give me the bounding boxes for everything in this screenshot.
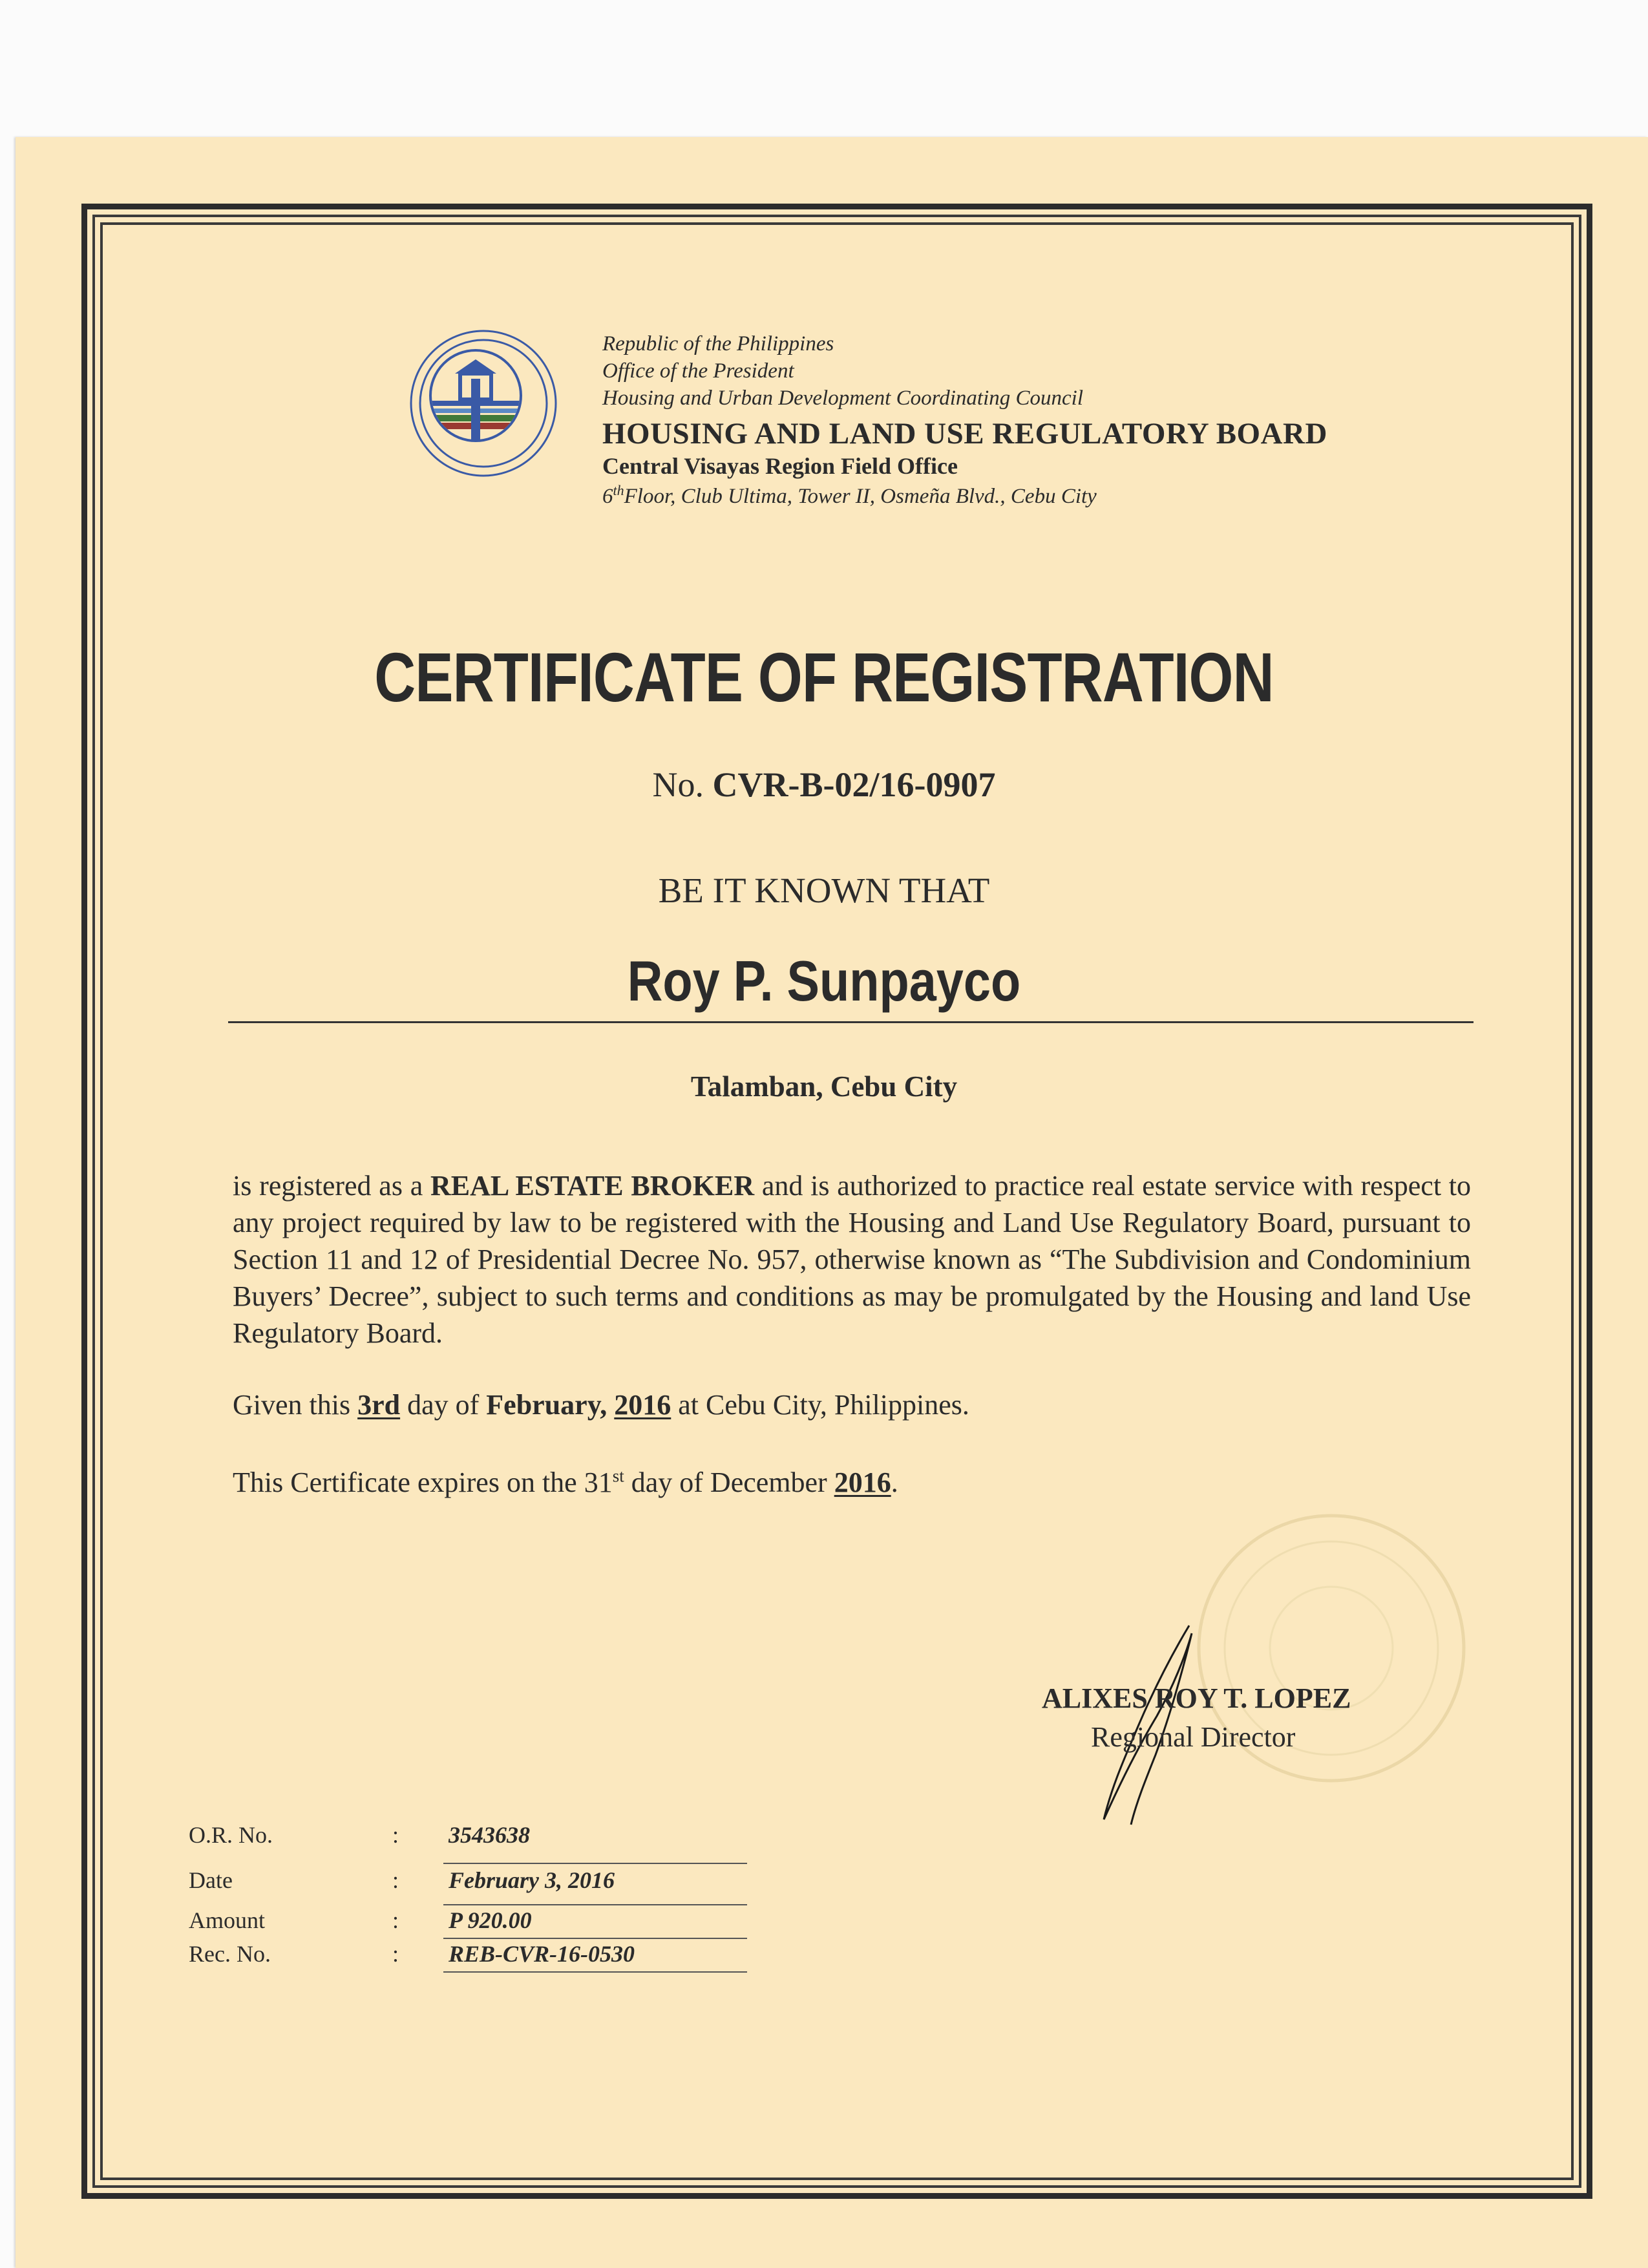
header-agency-name: HOUSING AND LAND USE REGULATORY BOARD xyxy=(602,417,1327,450)
amount-label: Amount xyxy=(189,1907,266,1933)
rec-no-value: REB-CVR-16-0530 xyxy=(449,1941,635,1967)
date-colon: : xyxy=(392,1867,399,1893)
or-no-rule xyxy=(443,1863,747,1864)
date-value: February 3, 2016 xyxy=(449,1867,615,1893)
certificate-number: No. CVR-B-02/16-0907 xyxy=(652,765,996,804)
header-hudcc: Housing and Urban Development Coordinating Council xyxy=(602,387,1083,410)
amount-rule xyxy=(443,1938,747,1939)
amount-colon: : xyxy=(392,1907,399,1933)
rec-no-rule xyxy=(443,1971,747,1973)
registration-statement: is registered as a REAL ESTATE BROKER and is authorized to practice real estate service with respect to any project required by law to be registered with the Housing and Land Use Regulatory Board, pursuant to Section 11 and 12 of Presidential Decree No. 957, otherwise known as “The Subdivision and Condominium Buyers’ Decree”, subject to such terms and conditions as may be promulgated by the Housing and land Use Regulatory Board. xyxy=(233,1170,1472,1349)
header-field-office: Central Visayas Region Field Office xyxy=(602,453,958,479)
given-date-line: Given this 3rd day of February, 2016 at Cebu City, Philippines. xyxy=(233,1389,969,1421)
be-it-known-text: BE IT KNOWN THAT xyxy=(658,871,990,910)
holder-name: Roy P. Sunpayco xyxy=(627,949,1021,1013)
header-republic: Republic of the Philippines xyxy=(602,332,834,355)
rec-no-label: Rec. No. xyxy=(189,1941,271,1967)
header-address: 6thFloor, Club Ultima, Tower II, Osmeña Blvd., Cebu City xyxy=(602,482,1097,508)
or-no-colon: : xyxy=(392,1822,399,1848)
date-rule xyxy=(443,1904,747,1905)
expiry-line: This Certificate expires on the 31st day of December 2016. xyxy=(233,1466,898,1498)
holder-name-underline xyxy=(228,1021,1474,1023)
or-no-label: O.R. No. xyxy=(189,1822,273,1848)
date-label: Date xyxy=(189,1867,233,1893)
signatory-title: Regional Director xyxy=(1091,1721,1296,1753)
signatory-name: ALIXES ROY T. LOPEZ xyxy=(1042,1682,1351,1714)
rec-no-colon: : xyxy=(392,1941,399,1967)
or-no-value: 3543638 xyxy=(449,1822,530,1848)
amount-value: P 920.00 xyxy=(449,1907,532,1933)
certificate-title: CERTIFICATE OF REGISTRATION xyxy=(374,638,1274,716)
holder-address: Talamban, Cebu City xyxy=(690,1070,958,1103)
header-office-of-president: Office of the President xyxy=(602,359,794,383)
hlurb-logo-icon xyxy=(408,328,558,478)
